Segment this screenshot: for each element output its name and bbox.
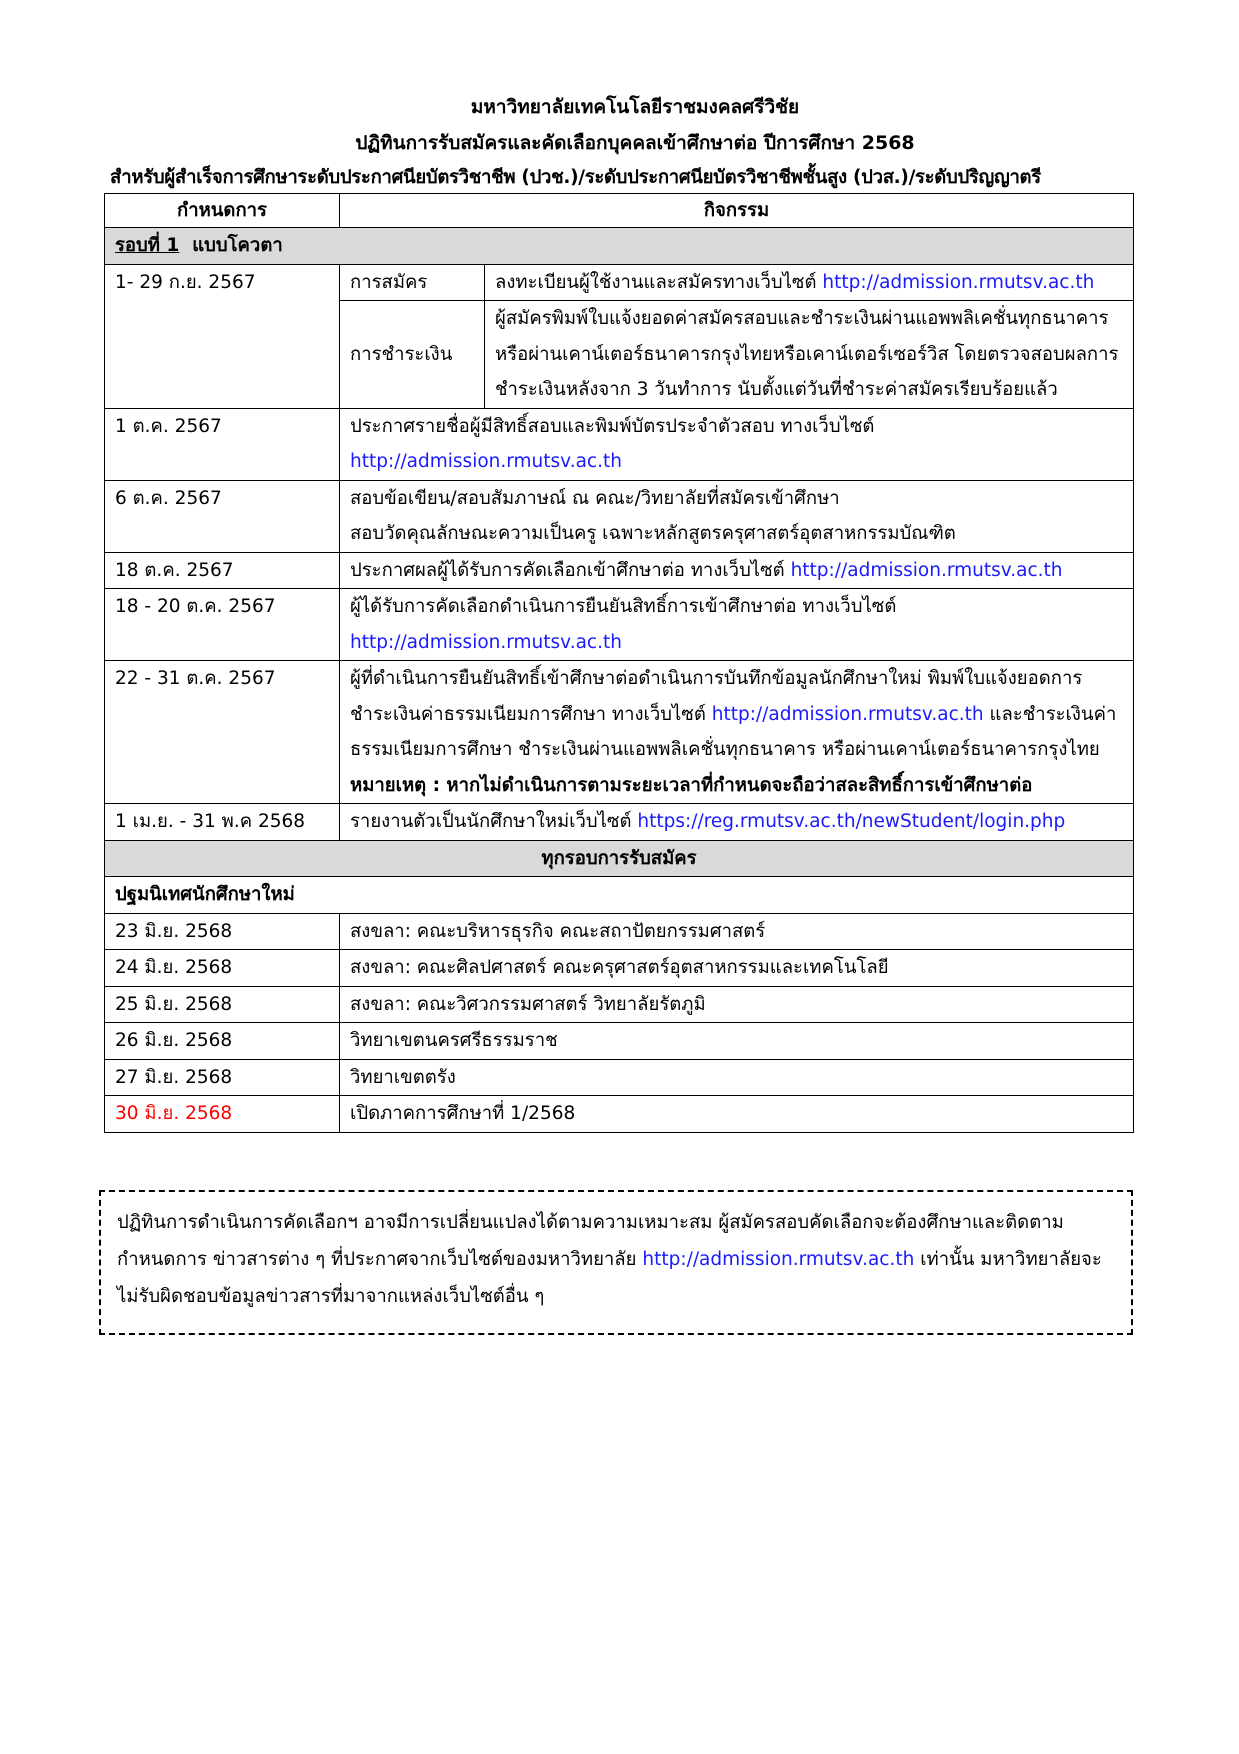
document-subtitle: สำหรับผู้สำเร็จการศึกษาระดับประกาศนียบัตรวิชาชีพ (ปวช.)/ระดับประกาศนียบัตรวิชาชีพชั้นสูง (ปวส.)/ระดับปริญญาตรี: [110, 167, 1041, 188]
header-schedule: กำหนดการ: [105, 194, 340, 228]
row6-text1: ผู้ที่ดำเนินการยืนยันสิทธิ์เข้าศึกษาต่อดำเนินการบันทึกข้อมูลนักศึกษาใหม่ พิมพ์ใบแจ้งยอดการชำระเงินค่าธรรมเนียมการศึกษา ทางเว็บไซต์: [350, 668, 1083, 725]
row4-text: ประกาศผลผู้ได้รับการคัดเลือกเข้าศึกษาต่อ ทางเว็บไซต์: [350, 559, 785, 581]
row6-note: หมายเหตุ : หากไม่ดำเนินการตามระยะเวลาที่กำหนดจะถือว่าสละสิทธิ์การเข้าศึกษาต่อ: [350, 774, 1033, 796]
orientation-date: 25 มิ.ย. 2568: [105, 986, 340, 1023]
apply-link[interactable]: http://admission.rmutsv.ac.th: [822, 271, 1095, 293]
row4-cell: [340, 552, 1134, 589]
orientation-text: สงขลา: คณะบริหารธุรกิจ คณะสถาปัตยกรรมศาสตร์: [340, 913, 1134, 950]
table-row: [105, 408, 1134, 480]
table-row: [105, 986, 1134, 1023]
semester-text: เปิดภาคการศึกษาที่ 1/2568: [340, 1096, 1134, 1133]
orientation-date: 24 มิ.ย. 2568: [105, 950, 340, 987]
orientation-date: 23 มิ.ย. 2568: [105, 913, 340, 950]
table-row: [105, 264, 1134, 301]
row3-line1: สอบข้อเขียน/สอบสัมภาษณ์ ณ คณะ/วิทยาลัยที่สมัครเข้าศึกษา: [350, 487, 840, 509]
round1-row: [105, 228, 1134, 265]
row1-date: 1- 29 ก.ย. 2567: [105, 264, 340, 408]
table-row: [105, 913, 1134, 950]
row3-cell: [340, 480, 1134, 552]
table-row: [105, 589, 1134, 661]
row2-link[interactable]: http://admission.rmutsv.ac.th: [350, 451, 622, 472]
row6-text2: และชำระเงินค่าธรรมเนียมการศึกษา ชำระเงินผ่านแอพพลิเคชั่นทุกธนาคาร หรือผ่านเคาน์เตอร์ธนาคารกรุงไทย: [350, 703, 1117, 760]
apply-cell: [485, 264, 1134, 301]
table-row: [105, 480, 1134, 552]
row2-cell: [340, 408, 1134, 480]
row6-cell: [340, 661, 1134, 804]
row5-text: ผู้ได้รับการคัดเลือกดำเนินการยืนยันสิทธิ์การเข้าศึกษาต่อ ทางเว็บไซต์: [350, 596, 897, 617]
row5-cell: [340, 589, 1134, 661]
payment-text: ผู้สมัครพิมพ์ใบแจ้งยอดค่าสมัครสอบและชำระเงินผ่านแอพพลิเคชั่นทุกธนาคาร หรือผ่านเคาน์เตอร์ธนาคารกรุงไทยหรือเคาน์เตอร์เซอร์วิส โดยตรวจสอบผลการชำระเงินหลังจาก 3 วันทำการ นับตั้งแต่วันที่ชำระค่าสมัครเรียบร้อยแล้ว: [485, 301, 1134, 409]
orientation-heading: ปฐมนิเทศนักศึกษาใหม่: [105, 877, 1134, 914]
table-header-row: [105, 194, 1134, 228]
university-name: มหาวิทยาลัยเทคโนโลยีราชมงคลศรีวิชัย: [470, 96, 800, 118]
orientation-date: 27 มิ.ย. 2568: [105, 1059, 340, 1096]
row7-link[interactable]: https://reg.rmutsv.ac.th/newStudent/login.php: [637, 811, 1066, 832]
payment-label: การชำระเงิน: [340, 301, 485, 409]
notice-text1: ปฏิทินการดำเนินการคัดเลือกฯ อาจมีการเปลี่ยนแปลงได้ตามความเหมาะสม ผู้สมัครสอบคัดเลือกจะต้องศึกษาและติดตามกำหนดการ ข่าวสารต่าง ๆ ที่ประกาศจากเว็บไซต์ของมหาวิทยาลัย: [117, 1212, 1064, 1270]
table-row: [105, 661, 1134, 804]
row7-date: 1 เม.ย. - 31 พ.ค 2568: [105, 804, 340, 841]
orientation-date: 26 มิ.ย. 2568: [105, 1023, 340, 1060]
disclaimer-notice: [99, 1190, 1133, 1335]
row6-date: 22 - 31 ต.ค. 2567: [105, 661, 340, 804]
header-activity: กิจกรรม: [340, 194, 1134, 228]
all-rounds-heading: ทุกรอบการรับสมัคร: [105, 840, 1134, 877]
table-row: [105, 950, 1134, 987]
row7-text: รายงานตัวเป็นนักศึกษาใหม่เว็บไซต์: [350, 811, 632, 832]
notice-link[interactable]: http://admission.rmutsv.ac.th: [642, 1249, 915, 1270]
table-row: [105, 1059, 1134, 1096]
table-row: [105, 1023, 1134, 1060]
table-row: [105, 552, 1134, 589]
row3-date: 6 ต.ค. 2567: [105, 480, 340, 552]
row3-line2: สอบวัดคุณลักษณะความเป็นครู เฉพาะหลักสูตรครุศาสตร์อุตสาหกรรมบัณฑิต: [350, 523, 956, 544]
semester-row: [105, 1096, 1134, 1133]
row7-cell: [340, 804, 1134, 841]
round1-type: แบบโควตา: [192, 235, 283, 256]
orientation-heading-row: [105, 877, 1134, 914]
round1-label: รอบที่ 1: [115, 235, 180, 256]
all-rounds-row: [105, 840, 1134, 877]
semester-date: 30 มิ.ย. 2568: [105, 1096, 340, 1133]
apply-label: การสมัคร: [340, 264, 485, 301]
table-row: [105, 804, 1134, 841]
notice-text2: เท่านั้น มหาวิทยาลัยจะไม่รับผิดชอบข้อมูลข่าวสารที่มาจากแหล่งเว็บไซต์อื่น ๆ: [117, 1249, 1102, 1307]
row2-date: 1 ต.ค. 2567: [105, 408, 340, 480]
orientation-text: วิทยาเขตนครศรีธรรมราช: [340, 1023, 1134, 1060]
row4-date: 18 ต.ค. 2567: [105, 552, 340, 589]
orientation-text: สงขลา: คณะศิลปศาสตร์ คณะครุศาสตร์อุตสาหกรรมและเทคโนโลยี: [340, 950, 1134, 987]
orientation-text: สงขลา: คณะวิศวกรรมศาสตร์ วิทยาลัยรัตภูมิ: [340, 986, 1134, 1023]
row5-link[interactable]: http://admission.rmutsv.ac.th: [350, 631, 622, 653]
orientation-text: วิทยาเขตตรัง: [340, 1059, 1134, 1096]
admission-calendar-table: [104, 193, 1134, 1133]
document-title: ปฏิทินการรับสมัครและคัดเลือกบุคคลเข้าศึกษาต่อ ปีการศึกษา 2568: [355, 132, 915, 154]
row2-text: ประกาศรายชื่อผู้มีสิทธิ์สอบและพิมพ์บัตรประจำตัวสอบ ทางเว็บไซต์: [350, 415, 875, 437]
round1-heading: [105, 228, 1134, 265]
row5-date: 18 - 20 ต.ค. 2567: [105, 589, 340, 661]
apply-text: ลงทะเบียนผู้ใช้งานและสมัครทางเว็บไซต์: [495, 271, 817, 293]
row4-link[interactable]: http://admission.rmutsv.ac.th: [790, 559, 1063, 581]
row6-link[interactable]: http://admission.rmutsv.ac.th: [711, 703, 984, 725]
